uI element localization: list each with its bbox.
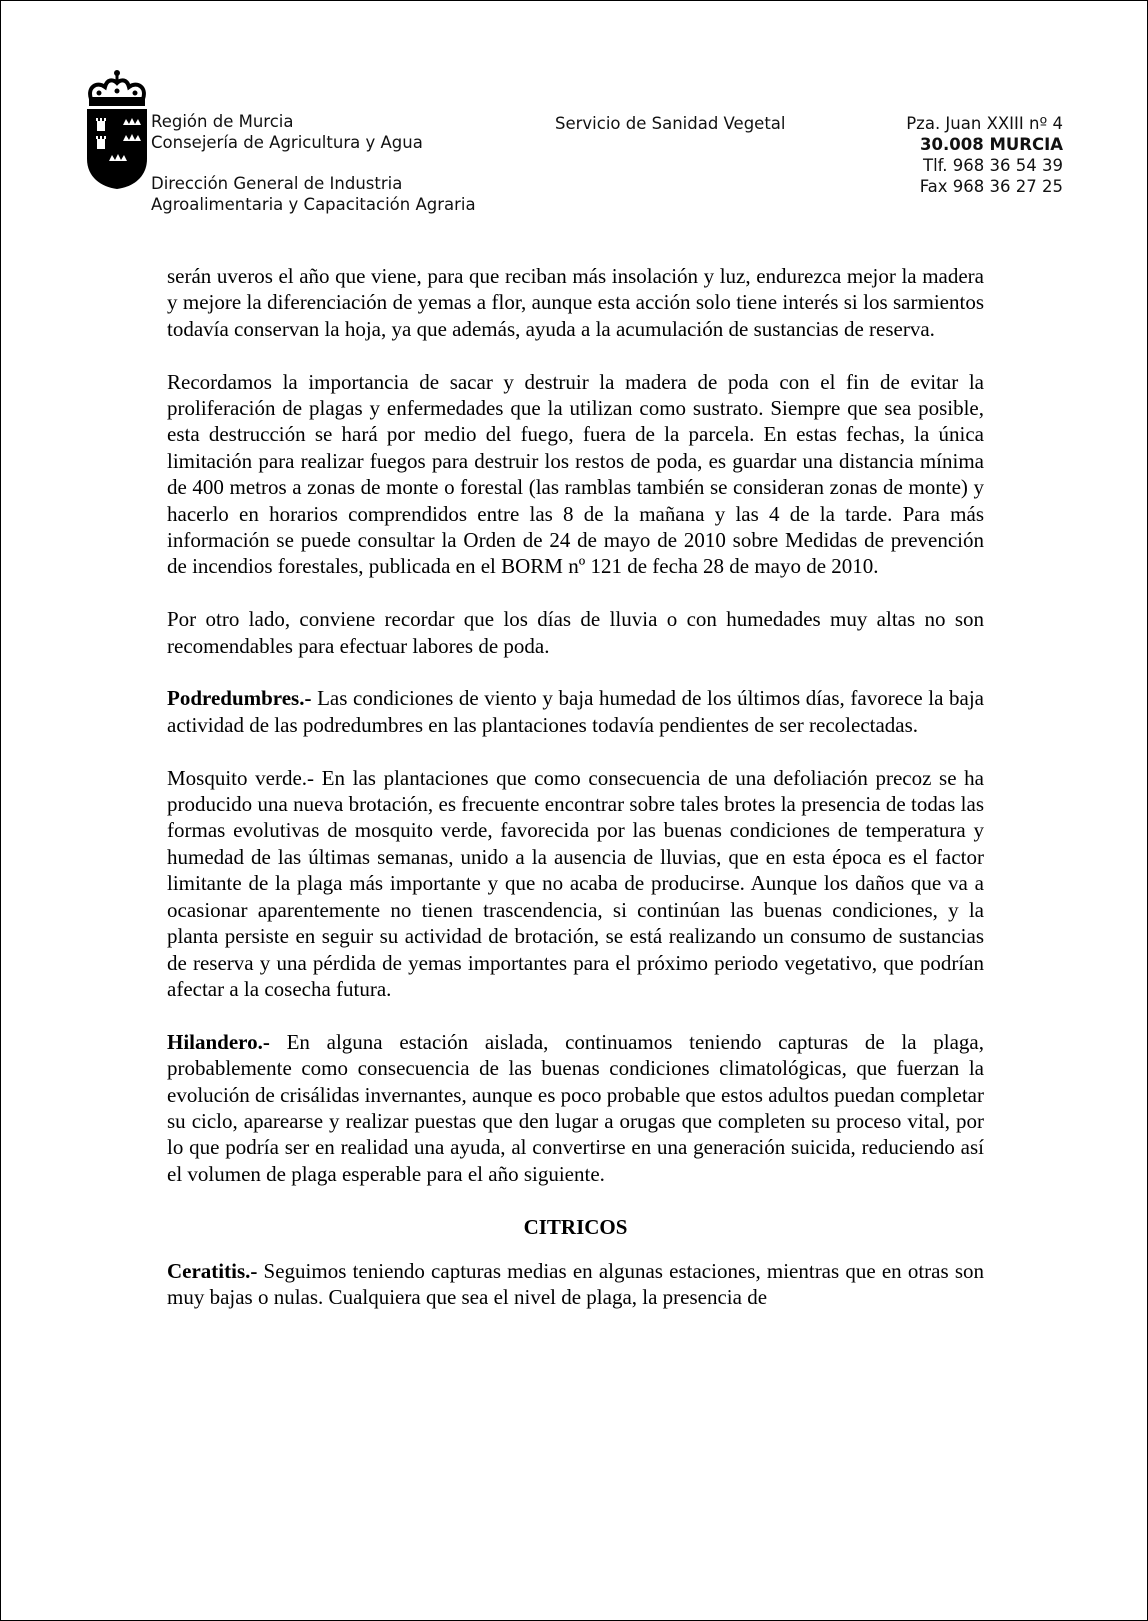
dept-line-1: Dirección General de Industria [151,174,403,193]
fax-number: Fax 968 36 27 25 [919,177,1063,196]
document-body [167,263,984,1337]
paragraph-hilandero [167,1029,984,1187]
dept-line-2: Agroalimentaria y Capacitación Agraria [151,195,476,214]
region-murcia-coat-of-arms-icon [85,69,149,193]
paragraph-lead: Podredumbres.- [167,686,312,711]
paragraph-lead: Hilandero.- [167,1029,270,1054]
org-line-1: Región de Murcia [151,112,294,131]
paragraph-text: Las condiciones de viento y baja humedad de los últimos días, favorece la baja actividad de las podredumbres en las plantaciones todavía pendientes de ser recolectadas. [167,686,984,737]
paragraph-lead: Ceratitis.- [167,1258,258,1283]
address-line-2: 30.008 MURCIA [920,135,1063,154]
header-service: Servicio de Sanidad Vegetal [555,114,786,133]
paragraph-ceratitis [167,1258,984,1311]
header-address [906,113,1063,197]
paragraph-podredumbres [167,685,984,738]
address-line-1: Pza. Juan XXIII nº 4 [906,114,1063,133]
paragraph-text: En alguna estación aislada, continuamos teniendo capturas de la plaga, probablemente como consecuencia de las buenas condiciones climatológicas, que fuerzan la evolución de crisálidas invernantes, aunque es poco probable que estos adultos puedan completar su ciclo, aparearse y realizar puestas que den lugar a orugas que completen su proceso vital, por lo que podría ser en realidad una ayuda, al convertirse en una generación suicida, reduciendo así el volumen de plaga esperable para el año siguiente. [167,1029,984,1186]
header-department [151,173,476,215]
paragraph-2: Recordamos la importancia de sacar y destruir la madera de poda con el fin de evitar la proliferación de plagas y enfermedades que la utilizan como sustrato. Siempre que sea posible, esta destrucción se hará por medio del fuego, fuera de la parcela. En estas fechas, la única limitación para realizar fuegos para destruir los restos de poda, es guardar una distancia mínima de 400 metros a zonas de monte o forestal (las ramblas también se consideran zonas de monte) y hacerlo en horarios comprendidos entre las 8 de la mañana y las 4 de la tarde. Para más información se puede consultar la Orden de 24 de mayo de 2010 sobre Medidas de prevención de incendios forestales, publicada en el BORM nº 121 de fecha 28 de mayo de 2010. [167,369,984,579]
header-organization [151,111,423,153]
section-title: CITRICOS [523,1214,628,1239]
phone-number: Tlf. 968 36 54 39 [923,156,1063,175]
paragraph-text: Seguimos teniendo capturas medias en algunas estaciones, mientras que en otras son muy bajas o nulas. Cualquiera que sea el nivel de plaga, la presencia de [167,1258,984,1310]
org-line-2: Consejería de Agricultura y Agua [151,133,423,152]
paragraph-1: serán uveros el año que viene, para que reciban más insolación y luz, endurezca mejor la madera y mejore la diferenciación de yemas a flor, aunque esta acción solo tiene interés si los sarmientos todavía conservan la hoja, ya que además, ayuda a la acumulación de sustancias de reserva. [167,264,984,341]
paragraph-mosquito-verde: Mosquito verde.- En las plantaciones que como consecuencia de una defoliación precoz se ha producido una nueva brotación, es frecuente encontrar sobre tales brotes la presencia de todas las formas evolutivas de mosquito verde, favorecida por las buenas condiciones de temperatura y humedad de las últimas semanas, unido a la ausencia de lluvias, que en esta época es el factor limitante de la plaga más importante y que no acaba de producirse. Aunque los daños que va a ocasionar aparentemente no tienen trascendencia, si continúan las buenas condiciones, y la planta persiste en seguir su actividad de brotación, se está realizando un consumo de sustancias de reserva y una pérdida de yemas importantes para el próximo periodo vegetativo, que podrían afectar a la cosecha futura. [167,765,984,1001]
paragraph-3: Por otro lado, conviene recordar que los días de lluvia o con humedades muy altas no son recomendables para efectuar labores de poda. [167,607,984,658]
